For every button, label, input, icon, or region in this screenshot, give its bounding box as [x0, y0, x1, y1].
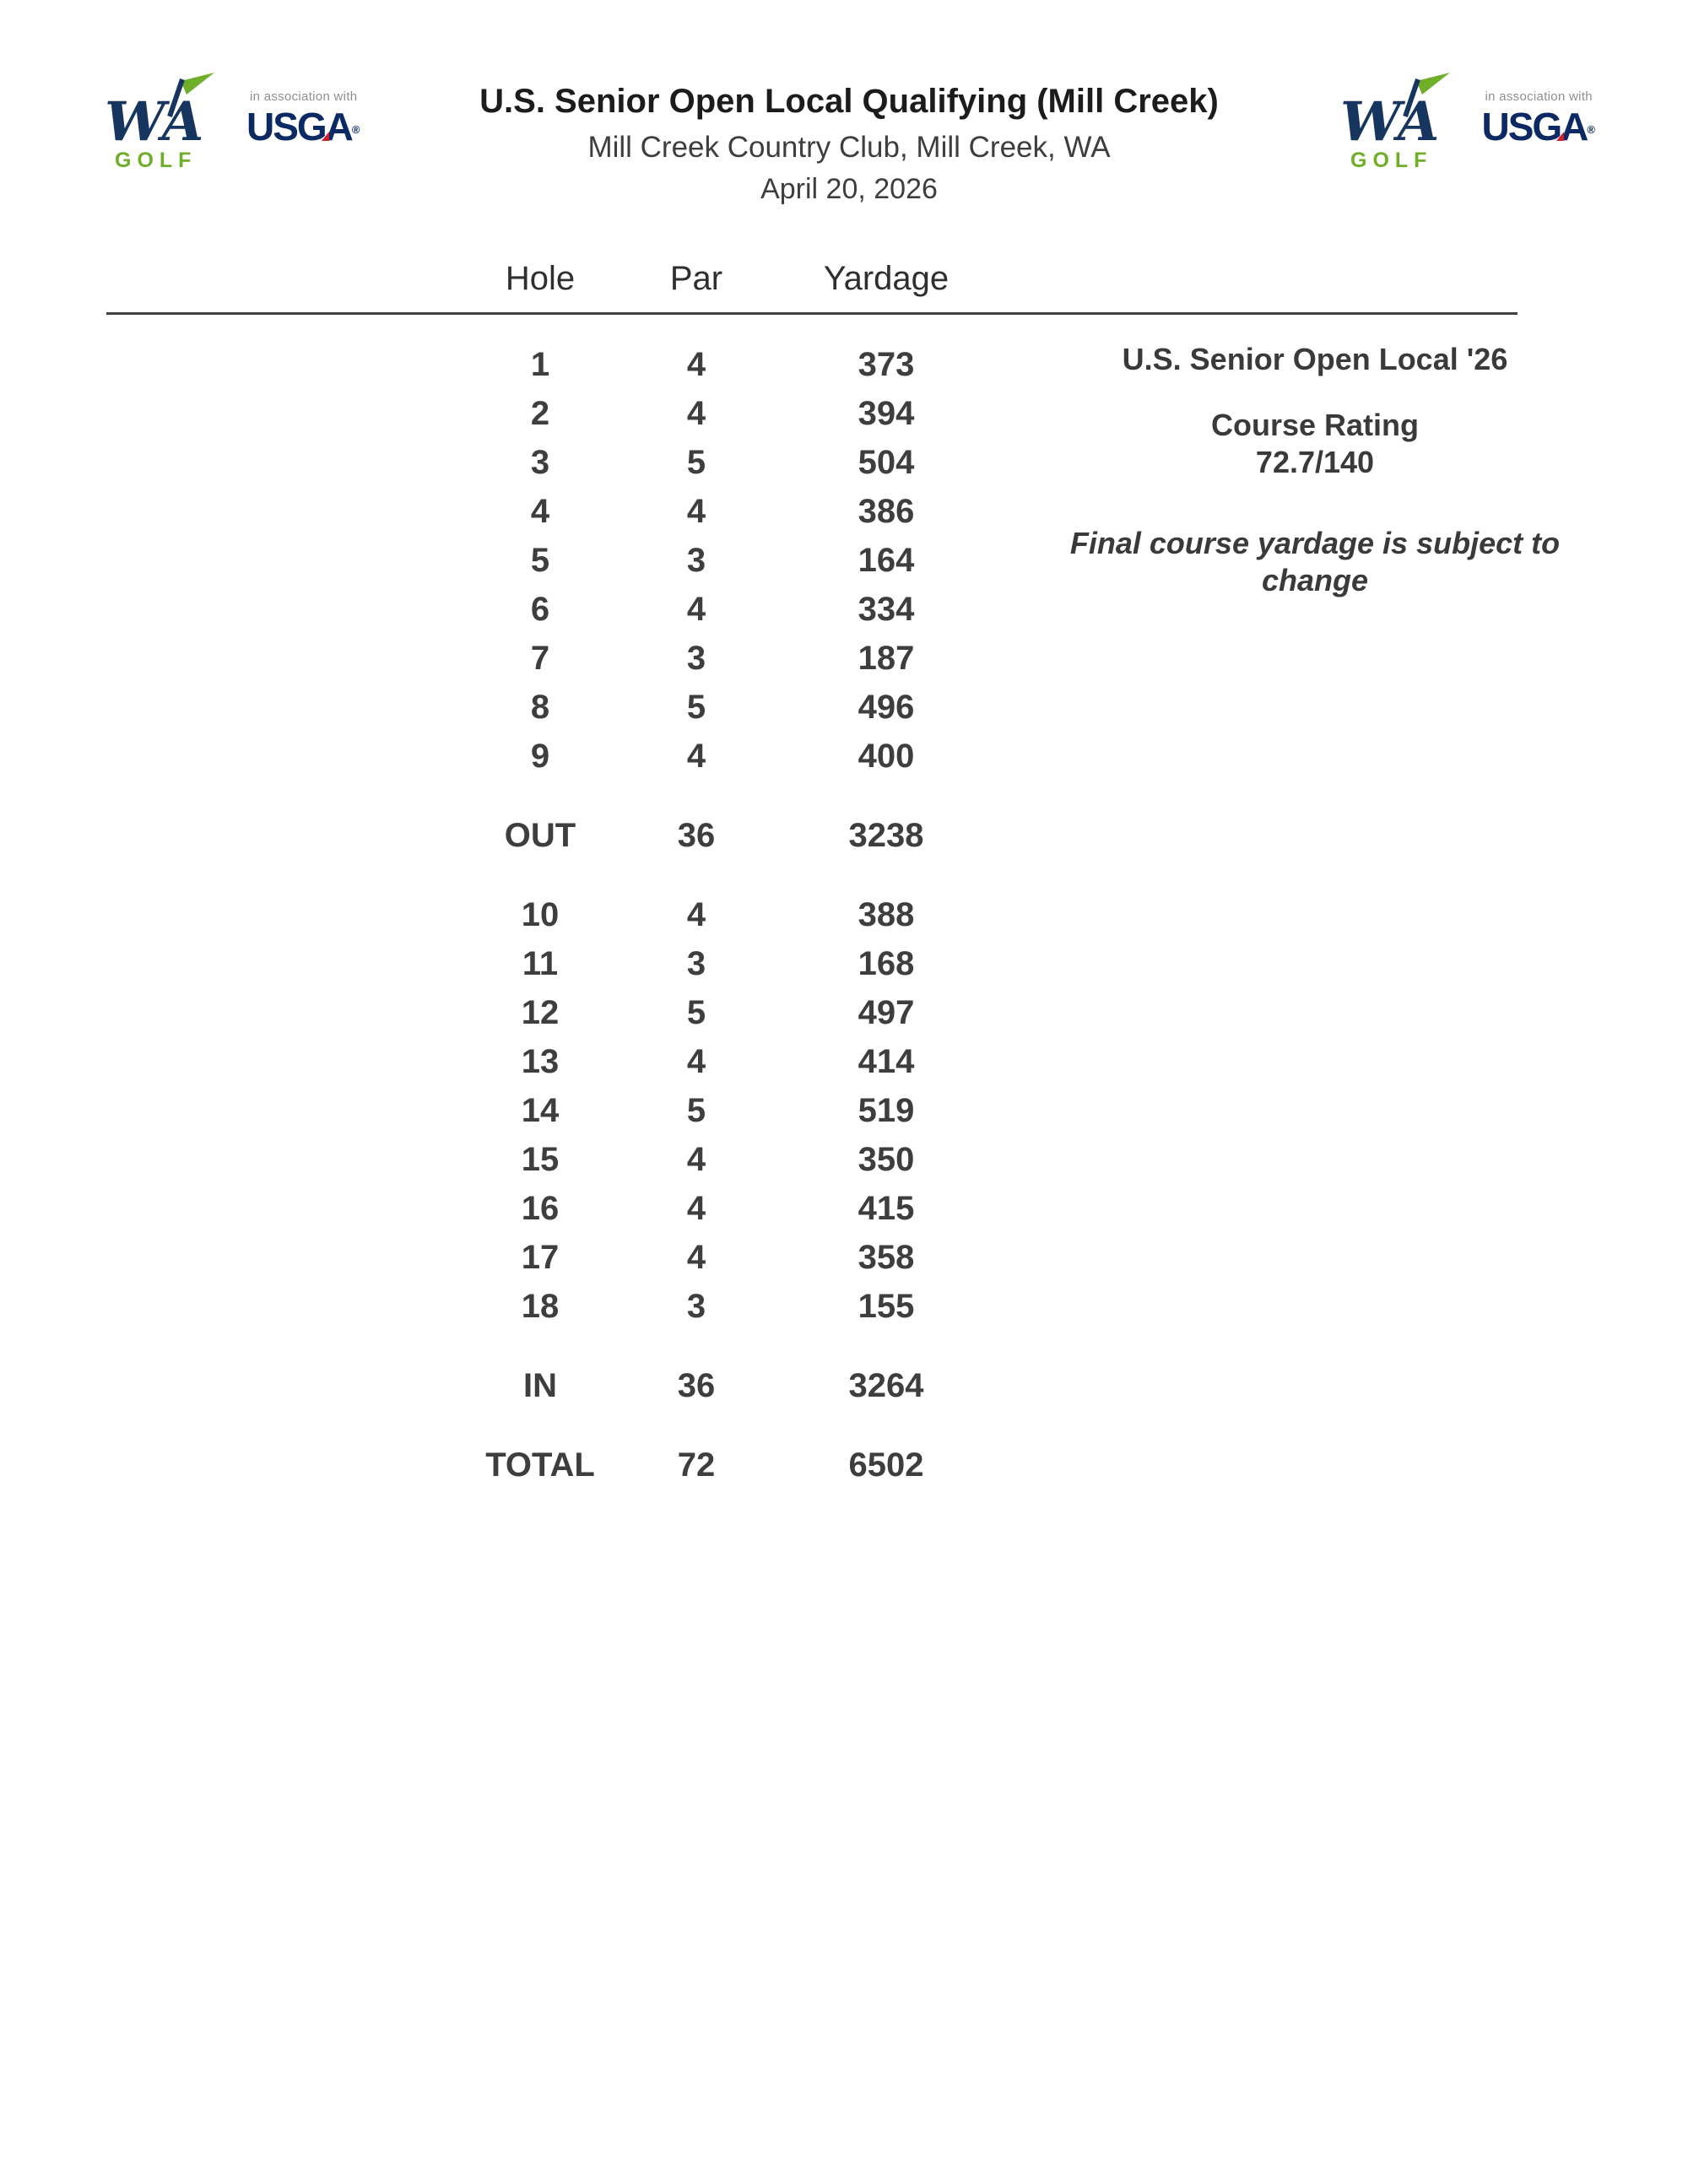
yardage-cell: 350 [858, 1141, 915, 1178]
table-row [422, 939, 1688, 988]
yardage-cell: 168 [858, 945, 915, 982]
table-row [422, 1282, 1688, 1331]
hole-cell: 9 [530, 738, 550, 775]
usga-registered-mark: ® [1587, 123, 1595, 136]
table-row [422, 1037, 1688, 1086]
par-cell: 5 [686, 444, 706, 481]
hole-cell: 16 [521, 1190, 560, 1227]
header-divider [106, 312, 1518, 315]
yardage-cell: 334 [858, 591, 915, 628]
par-cell: 4 [686, 1043, 706, 1080]
hole-cell: IN [523, 1367, 557, 1404]
yardage-cell: 155 [858, 1288, 915, 1325]
yardage-cell: 164 [858, 542, 915, 579]
usga-wordmark: USGA [246, 105, 352, 149]
table-row [422, 1135, 1688, 1184]
hole-cell: 3 [530, 444, 550, 481]
course-rating-label: Course Rating [1210, 408, 1420, 442]
table-row [422, 988, 1688, 1037]
usga-red-accent [322, 132, 329, 141]
wa-golf-logo [103, 71, 238, 174]
table-row [422, 890, 1688, 939]
yardage-cell: 388 [858, 896, 915, 933]
par-cell: 72 [677, 1446, 716, 1484]
summary-row-in [422, 1361, 1688, 1410]
venue-subtitle: Mill Creek Country Club, Mill Creek, WA [587, 131, 1111, 164]
wa-golf-logo [1339, 71, 1474, 174]
hole-cell: OUT [504, 817, 576, 854]
summary-row-out [422, 811, 1688, 860]
hole-cell: 13 [521, 1043, 560, 1080]
par-cell: 36 [677, 817, 716, 854]
wa-script-text: WA [1339, 90, 1439, 154]
yardage-cell: 6502 [848, 1446, 924, 1484]
table-row [422, 683, 1688, 732]
yardage-cell: 187 [858, 640, 915, 677]
hole-cell: 12 [521, 994, 560, 1031]
usga-logo [246, 105, 360, 149]
page-title: U.S. Senior Open Local Qualifying (Mill Creek) [479, 83, 1219, 120]
event-date: April 20, 2026 [760, 173, 938, 205]
usga-wordmark: USGA [1481, 105, 1588, 149]
par-cell: 4 [686, 1141, 706, 1178]
hole-cell: 11 [522, 945, 559, 982]
par-cell: 5 [686, 1092, 706, 1129]
table-row [422, 1233, 1688, 1282]
hole-cell: TOTAL [485, 1446, 595, 1484]
yardage-cell: 504 [858, 444, 915, 481]
title-block [381, 83, 1317, 206]
par-cell: 3 [686, 640, 706, 677]
golf-wordmark: GOLF [1350, 149, 1432, 172]
yardage-note: Final course yardage is subject to change [1069, 526, 1561, 597]
info-panel [1053, 341, 1577, 599]
par-cell: 4 [686, 896, 706, 933]
usga-logo-block [1481, 71, 1596, 149]
par-cell: 3 [686, 1288, 706, 1325]
hole-cell: 6 [530, 591, 550, 628]
yardage-cell: 497 [858, 994, 915, 1031]
golf-wordmark: GOLF [115, 149, 197, 172]
usga-red-accent [1556, 132, 1564, 141]
yardage-cell: 3264 [848, 1367, 924, 1404]
hole-cell: 15 [521, 1141, 560, 1178]
event-label: U.S. Senior Open Local '26 [1122, 342, 1508, 376]
usga-logo-block [246, 71, 360, 149]
column-header-hole: Hole [505, 260, 576, 297]
hole-cell: 18 [521, 1288, 560, 1325]
summary-row-total [422, 1441, 1688, 1489]
association-text: in association with [1485, 89, 1593, 104]
yardage-cell: 394 [858, 395, 915, 432]
par-cell: 4 [686, 591, 706, 628]
sponsor-logos-left [103, 71, 381, 174]
hole-cell: 4 [530, 493, 550, 530]
yardage-cell: 386 [858, 493, 915, 530]
hole-cell: 2 [530, 395, 550, 432]
table-row [422, 1184, 1688, 1233]
par-cell: 36 [677, 1367, 716, 1404]
hole-cell: 5 [530, 542, 550, 579]
par-cell: 4 [686, 346, 706, 383]
yardage-cell: 373 [858, 346, 915, 383]
yardage-cell: 3238 [848, 817, 924, 854]
par-cell: 5 [686, 689, 706, 726]
par-cell: 4 [686, 493, 706, 530]
par-cell: 5 [686, 994, 706, 1031]
table-header-row [422, 253, 1688, 304]
hole-cell: 1 [530, 346, 550, 383]
table-row [422, 1086, 1688, 1135]
sponsor-logos-right [1317, 71, 1595, 174]
column-header-par: Par [669, 260, 723, 297]
association-text: in association with [250, 89, 358, 104]
table-row [422, 634, 1688, 683]
par-cell: 4 [686, 1239, 706, 1276]
par-cell: 4 [686, 395, 706, 432]
yardage-cell: 496 [858, 689, 915, 726]
yardage-cell: 400 [858, 738, 915, 775]
course-rating-value: 72.7/140 [1255, 445, 1375, 479]
wa-script-text: WA [105, 90, 204, 154]
yardage-cell: 519 [858, 1092, 915, 1129]
usga-registered-mark: ® [351, 123, 360, 136]
table-row [422, 732, 1688, 781]
usga-logo [1481, 105, 1596, 149]
hole-cell: 10 [521, 896, 560, 933]
scorecard-body [0, 253, 1688, 1489]
yardage-cell: 414 [858, 1043, 915, 1080]
yardage-cell: 358 [858, 1239, 915, 1276]
hole-cell: 17 [521, 1239, 560, 1276]
par-cell: 3 [686, 945, 706, 982]
page-header [0, 0, 1688, 206]
hole-cell: 14 [521, 1092, 560, 1129]
hole-cell: 7 [530, 640, 550, 677]
column-header-yardage: Yardage [823, 260, 950, 297]
par-cell: 3 [686, 542, 706, 579]
par-cell: 4 [686, 738, 706, 775]
par-cell: 4 [686, 1190, 706, 1227]
yardage-cell: 415 [858, 1190, 915, 1227]
hole-cell: 8 [530, 689, 550, 726]
